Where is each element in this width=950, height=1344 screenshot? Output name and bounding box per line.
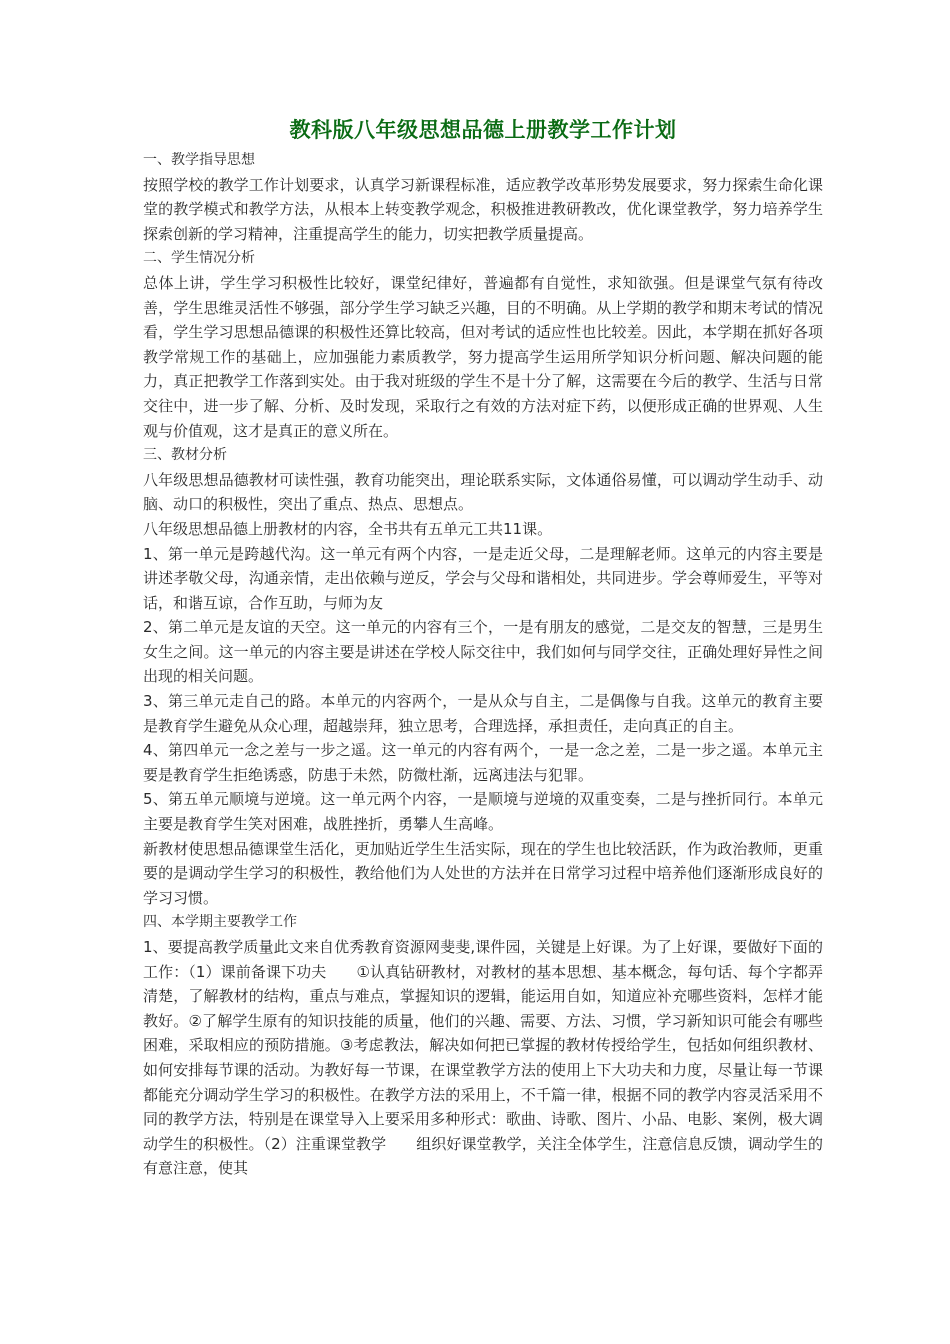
paragraph-textbook-contents: 八年级思想品德上册教材的内容，全书共有五单元工共11课。 bbox=[143, 519, 553, 538]
document-title: 教科版八年级思想品德上册教学工作计划 bbox=[289, 118, 677, 142]
heading-guiding-thought: 一、教学指导思想 bbox=[143, 152, 255, 168]
paragraph-main-work-1: 1、要提高教学质量此文来自优秀教育资源网斐斐,课件园，关键是上好课。为了上好课，要做好下面的工作：（1）课前备课下功夫 ①认真钻研教材，对教材的基本思想、基本概念，每句话、每个字都弄清楚，了解教材的结构，重点与难点，掌握知识的逻辑，能运用自如，知道应补充哪些资料，怎样才能教好。②了解学生原有的知识技能的质量，他们的兴趣、需要、方法、习惯，学习新知识可能会有哪些困难，采取相应的预防措施。③考虑教法，解决如何把已掌握的教材传授给学生，包括如何组织教材、如何安排每节课的活动。为教好每一节课，在课堂教学方法的使用上下大功夫和力度，尽量让每一节课都能充分调动学生学习的积极性。在教学方法的采用上，不千篇一律，根据不同的教学内容灵活采用不同的教学方法，特别是在课堂导入上要采用多种形式：歌曲、诗歌、图片、小品、电影、案例，极大调动学生的积极性。（2）注重课堂教学 组织好课堂教学，关注全体学生，注意信息反馈，调动学生的有意注意，使其 bbox=[143, 938, 823, 1178]
paragraph-student-analysis: 总体上讲，学生学习积极性比较好，课堂纪律好，普遍都有自觉性，求知欲强。但是课堂气氛有待改善，学生思维灵活性不够强，部分学生学习缺乏兴趣，目的不明确。从上学期的教学和期末考试的情况看，学生学习思想品德课的积极性还算比较高，但对考试的适应性也比较差。因此，本学期在抓好各项教学常规工作的基础上，应加强能力素质教学，努力提高学生运用所学知识分析问题、解决问题的能力，真正把教学工作落到实处。由于我对班级的学生不是十分了解，这需要在今后的教学、生活与日常交往中，进一步了解、分析、及时发现，采取行之有效的方法对症下药，以便形成正确的世界观、人生观与价值观，这才是真正的意义所在。 bbox=[143, 273, 823, 440]
paragraph-unit-3: 3、第三单元走自己的路。本单元的内容两个，一是从众与自主，二是偶像与自我。这单元的教育主要是教育学生避免从众心理，超越崇拜，独立思考，合理选择，承担责任，走向真正的自主。 bbox=[143, 692, 823, 735]
heading-student-analysis: 二、学生情况分析 bbox=[143, 250, 255, 267]
paragraph-textbook-overview: 八年级思想品德教材可读性强，教育功能突出，理论联系实际，文体通俗易懂，可以调动学生动手、动脑、动口的积极性，突出了重点、热点、思想点。 bbox=[143, 470, 823, 514]
paragraph-unit-4: 4、第四单元一念之差与一步之遥。这一单元的内容有两个，一是一念之差，二是一步之遥。本单元主要是教育学生拒绝诱惑，防患于未然，防微杜渐，远离违法与犯罪。 bbox=[143, 741, 823, 784]
paragraph-unit-5: 5、第五单元顺境与逆境。这一单元两个内容，一是顺境与逆境的双重变奏，二是与挫折同行。本单元主要是教育学生笑对困难，战胜挫折，勇攀人生高峰。 bbox=[143, 790, 823, 834]
paragraph-unit-2: 2、第二单元是友谊的天空。这一单元的内容有三个，一是有朋友的感觉，二是交友的智慧，三是男生女生之间。这一单元的内容主要是讲述在学校人际交往中，我们如何与同学交往，正确处理好异性之间出现的相关问题。 bbox=[143, 618, 823, 686]
paragraph-new-textbook: 新教材使思想品德课堂生活化，更加贴近学生生活实际，现在的学生也比较活跃，作为政治教师，更重要的是调动学生学习的积极性，教给他们为人处世的方法并在日常学习过程中培养他们逐渐形成良好的学习习惯。 bbox=[143, 839, 823, 907]
heading-main-work: 四、本学期主要教学工作 bbox=[143, 914, 297, 931]
document-page bbox=[143, 116, 823, 1181]
heading-textbook-analysis: 三、教材分析 bbox=[143, 447, 227, 464]
paragraph-guiding-thought: 按照学校的教学工作计划要求，认真学习新课程标准，适应教学改革形势发展要求，努力探索生命化课堂的教学模式和教学方法，从根本上转变教学观念，积极推进教研教改，优化课堂教学，努力培养学生探索创新的学习精神，注重提高学生的能力，切实把教学质量提高。 bbox=[143, 175, 823, 243]
paragraph-unit-1: 1、第一单元是跨越代沟。这一单元有两个内容，一是走近父母，二是理解老师。这单元的内容主要是讲述孝敬父母，沟通亲情，走出依赖与逆反，学会与父母和谐相处，共同进步。学会尊师爱生，平等对话，和谐互谅，合作互助，与师为友 bbox=[143, 544, 823, 612]
